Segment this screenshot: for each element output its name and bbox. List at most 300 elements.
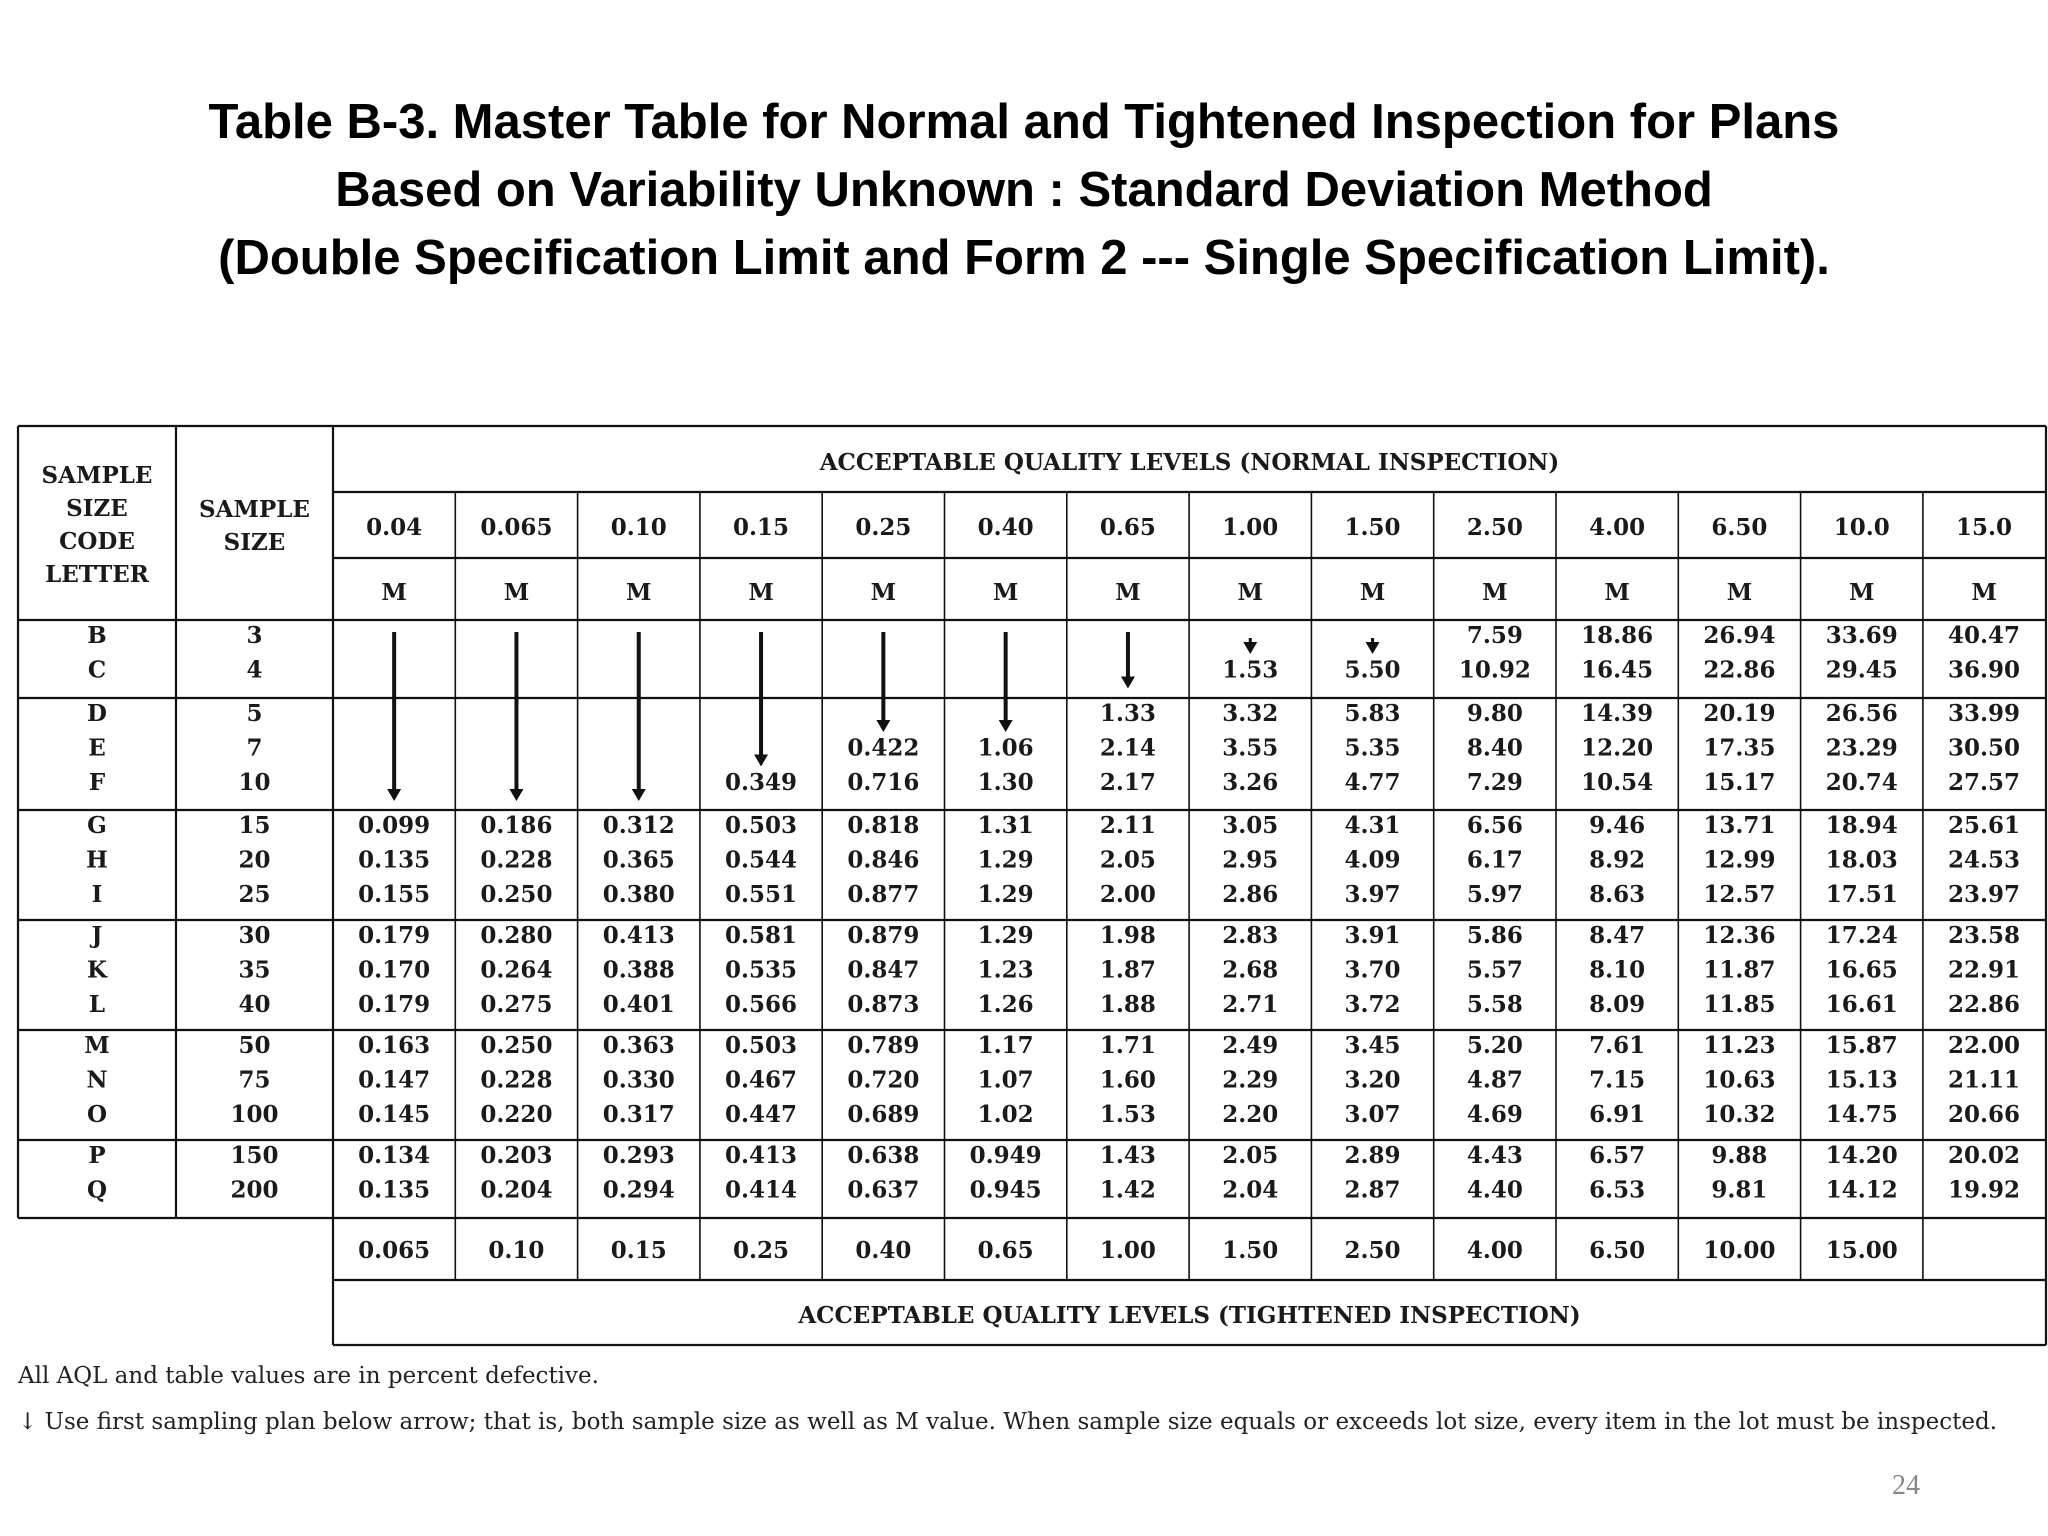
m-value: 2.95	[1222, 846, 1279, 874]
m-value: 6.17	[1466, 846, 1523, 874]
m-value: 18.94	[1825, 812, 1898, 839]
m-value: 4.40	[1466, 1176, 1523, 1204]
m-value: 0.949	[969, 1142, 1042, 1169]
m-value: 21.11	[1948, 1066, 2021, 1094]
m-value: 1.98	[1099, 922, 1156, 949]
arrow-head	[999, 720, 1013, 732]
m-value: 5.50	[1344, 656, 1401, 684]
m-value: 13.71	[1703, 812, 1776, 839]
arrow-head	[1366, 642, 1380, 654]
m-value: 17.35	[1703, 734, 1776, 762]
m-value: 0.945	[969, 1176, 1042, 1204]
tightened-aql-label: 15.00	[1825, 1237, 1898, 1264]
code-letter: D	[87, 700, 107, 727]
code-letter: E	[88, 734, 106, 762]
normal-aql-label: 1.00	[1222, 514, 1279, 541]
normal-aql-label: 2.50	[1466, 514, 1523, 541]
m-value: 0.365	[602, 846, 675, 874]
m-value: 15.13	[1825, 1066, 1898, 1094]
m-value: 0.170	[358, 956, 431, 984]
m-label: M	[1115, 579, 1141, 606]
m-value: 23.29	[1825, 734, 1898, 762]
code-letter: P	[88, 1142, 106, 1169]
m-value: 5.83	[1344, 700, 1401, 727]
m-value: 8.09	[1589, 991, 1646, 1018]
m-value: 14.39	[1581, 700, 1654, 727]
down-arrow-icon	[1121, 632, 1135, 689]
m-value: 0.099	[358, 812, 431, 839]
sample-size-value: 10	[238, 769, 271, 796]
m-value: 1.23	[977, 956, 1034, 984]
m-value: 10.32	[1703, 1101, 1776, 1128]
normal-aql-label: 0.065	[480, 514, 553, 541]
m-value: 1.31	[977, 812, 1034, 839]
arrow-head	[876, 720, 890, 732]
code-letter: C	[87, 656, 107, 684]
m-value: 33.69	[1825, 622, 1898, 649]
m-value: 5.58	[1466, 991, 1523, 1018]
m-label: M	[503, 579, 530, 606]
m-value: 4.77	[1344, 769, 1401, 796]
m-value: 1.43	[1099, 1142, 1156, 1169]
m-label: M	[748, 579, 774, 606]
tightened-aql-label: 1.00	[1099, 1237, 1156, 1264]
m-value: 5.57	[1466, 956, 1523, 984]
m-value: 5.97	[1466, 881, 1523, 908]
m-value: 0.203	[480, 1142, 553, 1169]
normal-aql-label: 15.0	[1956, 514, 2013, 541]
m-value: 4.31	[1344, 812, 1401, 839]
m-value: 36.90	[1948, 656, 2021, 684]
m-value: 33.99	[1948, 700, 2021, 727]
m-label: M	[1237, 579, 1263, 606]
m-value: 0.544	[725, 846, 798, 874]
m-value: 0.422	[847, 734, 920, 762]
sample-size-value: 4	[246, 656, 263, 684]
m-value: 0.155	[358, 881, 431, 908]
title-line-2: Based on Variability Unknown : Standard Deviation Method	[335, 163, 1713, 217]
m-value: 6.53	[1589, 1176, 1646, 1204]
down-arrow-icon	[1243, 638, 1257, 654]
m-value: 0.134	[358, 1142, 431, 1169]
m-value: 1.17	[977, 1032, 1034, 1059]
sample-size-value: 150	[230, 1142, 279, 1169]
sample-size-value: 75	[238, 1066, 271, 1094]
m-value: 0.204	[480, 1176, 553, 1204]
m-value: 3.72	[1344, 991, 1401, 1018]
m-value: 3.32	[1222, 700, 1279, 727]
m-value: 4.09	[1344, 846, 1401, 874]
m-value: 14.20	[1825, 1142, 1898, 1169]
m-value: 8.47	[1589, 922, 1646, 949]
m-value: 8.92	[1589, 846, 1646, 874]
m-value: 9.80	[1466, 700, 1523, 727]
m-value: 0.877	[847, 881, 920, 908]
tightened-aql-label: 0.25	[733, 1237, 790, 1264]
m-label: M	[870, 579, 897, 606]
sample-size-code-letter-header: CODE	[59, 528, 135, 555]
m-value: 0.135	[358, 846, 431, 874]
arrow-head	[754, 755, 768, 767]
m-value: 26.94	[1703, 622, 1776, 649]
m-value: 1.07	[977, 1066, 1034, 1094]
normal-aql-label: 10.0	[1833, 514, 1890, 541]
normal-aql-label: 0.04	[366, 514, 423, 541]
m-value: 1.29	[977, 881, 1034, 908]
m-value: 0.879	[847, 922, 920, 949]
m-value: 5.86	[1466, 922, 1523, 949]
m-value: 0.846	[847, 846, 920, 874]
m-value: 10.92	[1458, 656, 1531, 684]
m-value: 0.847	[847, 956, 920, 984]
m-value: 10.54	[1581, 769, 1654, 796]
m-value: 2.11	[1099, 812, 1156, 839]
tightened-inspection-header: ACCEPTABLE QUALITY LEVELS (TIGHTENED INSPECTION)	[798, 1302, 1581, 1329]
m-value: 17.51	[1825, 881, 1898, 908]
m-value: 20.02	[1948, 1142, 2021, 1169]
sample-size-value: 25	[238, 881, 271, 908]
normal-aql-label: 6.50	[1711, 514, 1768, 541]
m-value: 7.59	[1466, 622, 1523, 649]
m-value: 0.349	[725, 769, 798, 796]
page-number: 24	[1892, 1470, 1920, 1501]
m-value: 3.20	[1344, 1066, 1401, 1094]
m-value: 3.91	[1344, 922, 1401, 949]
m-value: 20.66	[1948, 1101, 2021, 1128]
sample-size-value: 100	[230, 1101, 279, 1128]
code-letter: F	[88, 769, 106, 796]
m-label: M	[992, 579, 1019, 606]
m-value: 12.99	[1703, 846, 1776, 874]
m-value: 0.145	[358, 1101, 431, 1128]
m-value: 3.55	[1222, 734, 1279, 762]
sample-size-value: 40	[238, 991, 271, 1018]
tightened-aql-label: 1.50	[1222, 1237, 1279, 1264]
m-value: 10.63	[1703, 1066, 1776, 1094]
m-value: 9.88	[1711, 1142, 1768, 1169]
m-value: 2.29	[1222, 1066, 1279, 1094]
m-value: 19.92	[1948, 1176, 2021, 1204]
code-letter: L	[88, 991, 106, 1018]
m-value: 20.19	[1703, 700, 1776, 727]
sample-size-code-letter-header: LETTER	[45, 561, 149, 588]
m-value: 22.91	[1948, 956, 2021, 984]
code-letter: M	[84, 1032, 110, 1059]
m-value: 17.24	[1825, 922, 1898, 949]
m-value: 0.401	[602, 991, 675, 1018]
m-value: 0.689	[847, 1101, 920, 1128]
sample-size-value: 200	[230, 1176, 279, 1204]
sample-size-code-letter-header: SIZE	[66, 495, 128, 522]
m-value: 12.36	[1703, 922, 1776, 949]
m-value: 2.87	[1344, 1176, 1401, 1204]
m-value: 0.264	[480, 956, 553, 984]
sample-size-value: 50	[238, 1032, 271, 1059]
sample-size-value: 35	[238, 956, 271, 984]
m-value: 2.17	[1099, 769, 1156, 796]
m-value: 0.413	[602, 922, 675, 949]
arrow-head	[509, 789, 523, 801]
m-value: 2.89	[1344, 1142, 1401, 1169]
m-value: 2.14	[1099, 734, 1156, 762]
m-value: 0.275	[480, 991, 553, 1018]
code-letter: O	[86, 1101, 108, 1128]
arrow-head	[387, 789, 401, 801]
normal-aql-label: 0.10	[610, 514, 667, 541]
sample-size-header: SAMPLE	[199, 496, 310, 523]
m-value: 25.61	[1948, 812, 2021, 839]
m-value: 8.10	[1589, 956, 1646, 984]
code-letter: K	[87, 956, 107, 984]
m-value: 0.250	[480, 881, 553, 908]
m-value: 2.83	[1222, 922, 1279, 949]
m-value: 1.53	[1222, 656, 1279, 684]
m-value: 14.12	[1825, 1176, 1898, 1204]
sample-size-value: 5	[246, 700, 263, 727]
m-value: 1.29	[977, 922, 1034, 949]
m-value: 22.00	[1948, 1032, 2021, 1059]
m-value: 12.20	[1581, 734, 1654, 762]
normal-inspection-header: ACCEPTABLE QUALITY LEVELS (NORMAL INSPECTION)	[819, 449, 1560, 476]
m-value: 0.413	[725, 1142, 798, 1169]
m-value: 1.06	[977, 734, 1034, 762]
m-value: 3.45	[1344, 1032, 1401, 1059]
m-value: 1.26	[977, 991, 1034, 1018]
m-value: 11.85	[1703, 991, 1776, 1018]
m-value: 2.68	[1222, 956, 1279, 984]
m-value: 1.88	[1099, 991, 1156, 1018]
down-arrow-icon	[754, 632, 768, 767]
m-label: M	[1604, 579, 1630, 606]
m-value: 0.503	[725, 1032, 798, 1059]
title-line-3: (Double Specification Limit and Form 2 --- Single Specification Limit).	[218, 231, 1830, 285]
m-value: 0.294	[602, 1176, 675, 1204]
down-arrow-icon	[632, 632, 646, 801]
m-value: 7.29	[1466, 769, 1523, 796]
m-value: 23.97	[1948, 881, 2021, 908]
code-letter: H	[86, 846, 108, 874]
m-value: 2.00	[1099, 881, 1156, 908]
m-value: 3.05	[1222, 812, 1279, 839]
m-value: 15.87	[1825, 1032, 1898, 1059]
m-value: 0.228	[480, 846, 553, 874]
m-value: 2.86	[1222, 881, 1279, 908]
m-value: 0.179	[358, 991, 431, 1018]
m-value: 0.716	[847, 769, 920, 796]
m-value: 14.75	[1825, 1101, 1898, 1128]
m-value: 20.74	[1825, 769, 1898, 796]
m-value: 2.20	[1222, 1101, 1279, 1128]
m-value: 2.05	[1222, 1142, 1279, 1169]
m-value: 9.46	[1589, 812, 1646, 839]
tightened-aql-label: 0.40	[855, 1237, 912, 1264]
normal-aql-label: 0.15	[733, 514, 790, 541]
m-value: 0.280	[480, 922, 553, 949]
m-value: 4.43	[1466, 1142, 1523, 1169]
m-value: 8.63	[1589, 881, 1646, 908]
arrow-head	[632, 789, 646, 801]
tightened-aql-label: 10.00	[1703, 1237, 1776, 1264]
m-value: 0.789	[847, 1032, 920, 1059]
note-percent: All AQL and table values are in percent defective.	[18, 1363, 599, 1389]
m-label: M	[1482, 579, 1508, 606]
m-value: 0.293	[602, 1142, 675, 1169]
sample-size-header: SIZE	[223, 529, 286, 556]
tightened-aql-label: 0.065	[358, 1237, 431, 1264]
m-value: 29.45	[1825, 656, 1898, 684]
m-value: 18.03	[1825, 846, 1898, 874]
m-value: 1.33	[1099, 700, 1156, 727]
m-value: 1.87	[1099, 956, 1156, 984]
code-letter: N	[86, 1066, 108, 1094]
down-arrow-icon	[876, 632, 890, 732]
m-value: 1.30	[977, 769, 1034, 796]
m-value: 18.86	[1581, 622, 1654, 649]
m-label: M	[1359, 579, 1386, 606]
note-arrow: ↓ Use first sampling plan below arrow; that is, both sample size as well as M value. When sample size equals or exceeds lot size, every item in the lot must be inspected.	[18, 1409, 1997, 1435]
m-value: 16.45	[1581, 656, 1654, 684]
m-value: 1.29	[977, 846, 1034, 874]
m-value: 4.87	[1466, 1066, 1523, 1094]
m-value: 0.220	[480, 1101, 553, 1128]
m-value: 0.720	[847, 1066, 920, 1094]
m-value: 3.70	[1344, 956, 1401, 984]
m-value: 5.20	[1466, 1032, 1523, 1059]
m-value: 9.81	[1711, 1176, 1768, 1204]
arrow-head	[1121, 677, 1135, 689]
m-value: 1.42	[1099, 1176, 1156, 1204]
m-label: M	[381, 579, 407, 606]
m-value: 16.65	[1825, 956, 1898, 984]
m-value: 0.135	[358, 1176, 431, 1204]
m-value: 22.86	[1703, 656, 1776, 684]
m-value: 15.17	[1703, 769, 1776, 796]
m-value: 0.312	[602, 812, 675, 839]
m-value: 3.26	[1222, 769, 1279, 796]
sample-size-value: 20	[238, 846, 271, 874]
normal-aql-label: 0.40	[977, 514, 1034, 541]
sample-size-value: 7	[246, 734, 263, 762]
m-value: 0.228	[480, 1066, 553, 1094]
m-value: 16.61	[1825, 991, 1898, 1018]
m-value: 11.87	[1703, 956, 1776, 984]
code-letter: G	[87, 812, 107, 839]
m-value: 6.57	[1589, 1142, 1646, 1169]
m-value: 0.317	[602, 1101, 675, 1128]
tightened-aql-label: 0.10	[488, 1237, 545, 1264]
m-value: 7.15	[1589, 1066, 1646, 1094]
m-value: 2.71	[1222, 991, 1279, 1018]
m-value: 0.330	[602, 1066, 675, 1094]
m-value: 11.23	[1703, 1032, 1776, 1059]
m-value: 3.07	[1344, 1101, 1401, 1128]
code-letter: I	[91, 881, 103, 908]
tightened-aql-label: 2.50	[1344, 1237, 1401, 1264]
m-value: 40.47	[1948, 622, 2021, 649]
title-line-1: Table B-3. Master Table for Normal and Tightened Inspection for Plans	[208, 95, 1840, 149]
m-value: 0.186	[480, 812, 553, 839]
m-value: 0.147	[358, 1066, 431, 1094]
m-value: 1.53	[1099, 1101, 1156, 1128]
sample-size-value: 15	[238, 812, 271, 839]
m-label: M	[1849, 579, 1875, 606]
normal-aql-label: 0.65	[1099, 514, 1156, 541]
m-value: 0.388	[602, 956, 675, 984]
m-value: 2.49	[1222, 1032, 1279, 1059]
m-value: 0.380	[602, 881, 675, 908]
m-value: 2.05	[1099, 846, 1156, 874]
sample-size-value: 3	[246, 622, 263, 649]
m-value: 0.467	[725, 1066, 798, 1094]
m-value: 0.163	[358, 1032, 431, 1059]
sample-size-value: 30	[238, 922, 271, 949]
tightened-aql-label: 0.15	[610, 1237, 667, 1264]
m-value: 7.61	[1589, 1032, 1646, 1059]
sample-size-code-letter-header: SAMPLE	[41, 462, 153, 489]
normal-aql-label: 4.00	[1589, 514, 1646, 541]
code-letter: J	[91, 922, 103, 949]
m-value: 22.86	[1948, 991, 2021, 1018]
m-value: 0.873	[847, 991, 920, 1018]
m-value: 0.551	[725, 881, 798, 908]
down-arrow-icon	[509, 632, 523, 801]
m-value: 2.04	[1222, 1176, 1279, 1204]
down-arrow-icon	[999, 632, 1013, 732]
m-value: 0.818	[847, 812, 920, 839]
m-value: 1.60	[1099, 1066, 1156, 1094]
code-letter: Q	[86, 1176, 108, 1204]
m-value: 0.638	[847, 1142, 920, 1169]
m-value: 3.97	[1344, 881, 1401, 908]
m-label: M	[626, 579, 652, 606]
m-value: 27.57	[1948, 769, 2021, 796]
normal-aql-label: 0.25	[855, 514, 912, 541]
m-value: 0.363	[602, 1032, 675, 1059]
m-value: 0.447	[725, 1101, 798, 1128]
m-value: 6.56	[1466, 812, 1523, 839]
normal-aql-label: 1.50	[1344, 514, 1401, 541]
m-label: M	[1726, 579, 1753, 606]
down-arrow-icon	[1366, 638, 1380, 654]
m-value: 5.35	[1344, 734, 1401, 762]
m-value: 6.91	[1589, 1101, 1646, 1128]
m-value: 26.56	[1825, 700, 1898, 727]
m-value: 0.566	[725, 991, 798, 1018]
arrow-head	[1243, 642, 1257, 654]
m-value: 0.503	[725, 812, 798, 839]
down-arrow-icon	[387, 632, 401, 801]
tightened-aql-label: 4.00	[1466, 1237, 1523, 1264]
tightened-aql-label: 6.50	[1589, 1237, 1646, 1264]
m-value: 23.58	[1948, 922, 2021, 949]
m-value: 0.179	[358, 922, 431, 949]
m-value: 30.50	[1948, 734, 2021, 762]
m-value: 0.535	[725, 956, 798, 984]
m-value: 4.69	[1466, 1101, 1523, 1128]
m-value: 8.40	[1466, 734, 1523, 762]
m-value: 12.57	[1703, 881, 1776, 908]
m-label: M	[1971, 579, 1997, 606]
m-value: 0.414	[725, 1176, 798, 1204]
code-letter: B	[87, 622, 107, 649]
m-value: 1.02	[977, 1101, 1034, 1128]
tightened-aql-label: 0.65	[977, 1237, 1034, 1264]
m-value: 0.581	[725, 922, 798, 949]
m-value: 0.637	[847, 1176, 920, 1204]
m-value: 0.250	[480, 1032, 553, 1059]
m-value: 24.53	[1948, 846, 2021, 874]
m-value: 1.71	[1099, 1032, 1156, 1059]
